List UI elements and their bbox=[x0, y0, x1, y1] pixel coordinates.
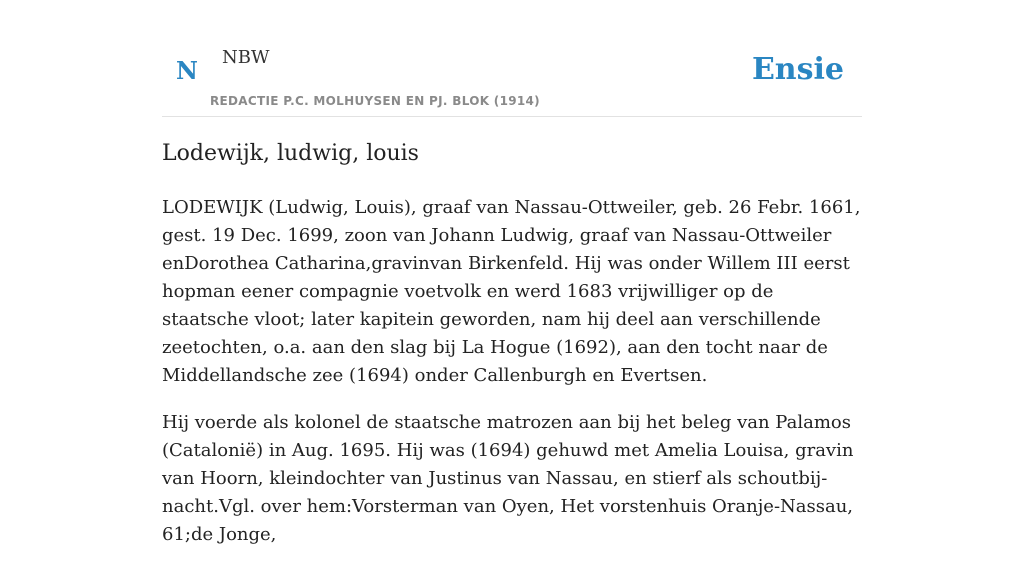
article-title: Lodewijk, ludwig, louis bbox=[162, 141, 419, 166]
brand-logo[interactable]: Ensie bbox=[751, 52, 844, 87]
article-paragraph-2: Hij voerde als kolonel de staatsche matrozen aan bij het beleg van Palamos (Catalonië) in Aug. 1695. Hij was (1694) gehuwd met Amelia Louisa, gravin van Hoorn, kleindochter van Justinus van Nassau, en stierf als schoutbij-nacht.Vgl. over hem:Vorsterman van Oyen, Het vorstenhuis Oranje-Nassau, 61;de Jonge, bbox=[162, 412, 854, 545]
article-paragraph-1: LODEWIJK (Ludwig, Louis), graaf van Nassau-Ottweiler, geb. 26 Febr. 1661, gest. 19 Dec. 1699, zoon van Johann Ludwig, graaf van Nassau-Ottweiler enDorothea Catharina,gravinvan Birkenfeld. Hij was onder Willem III eerst hopman eener compagnie voetvolk en werd 1683 vrijwilliger op de staatsche vloot; later kapitein geworden, nam hij deel aan verschillende zeetochten, o.a. aan den slag bij La Hogue (1692), aan den tocht naar de Middellandsche zee (1694) onder Callenburgh en Evertsen. bbox=[162, 197, 861, 386]
source-header bbox=[162, 0, 862, 117]
source-subtitle: REDACTIE P.C. MOLHUYSEN EN PJ. BLOK (1914) bbox=[210, 94, 540, 108]
source-logo[interactable]: N bbox=[176, 56, 198, 85]
article bbox=[162, 136, 862, 568]
source-name[interactable]: NBW bbox=[222, 47, 270, 68]
